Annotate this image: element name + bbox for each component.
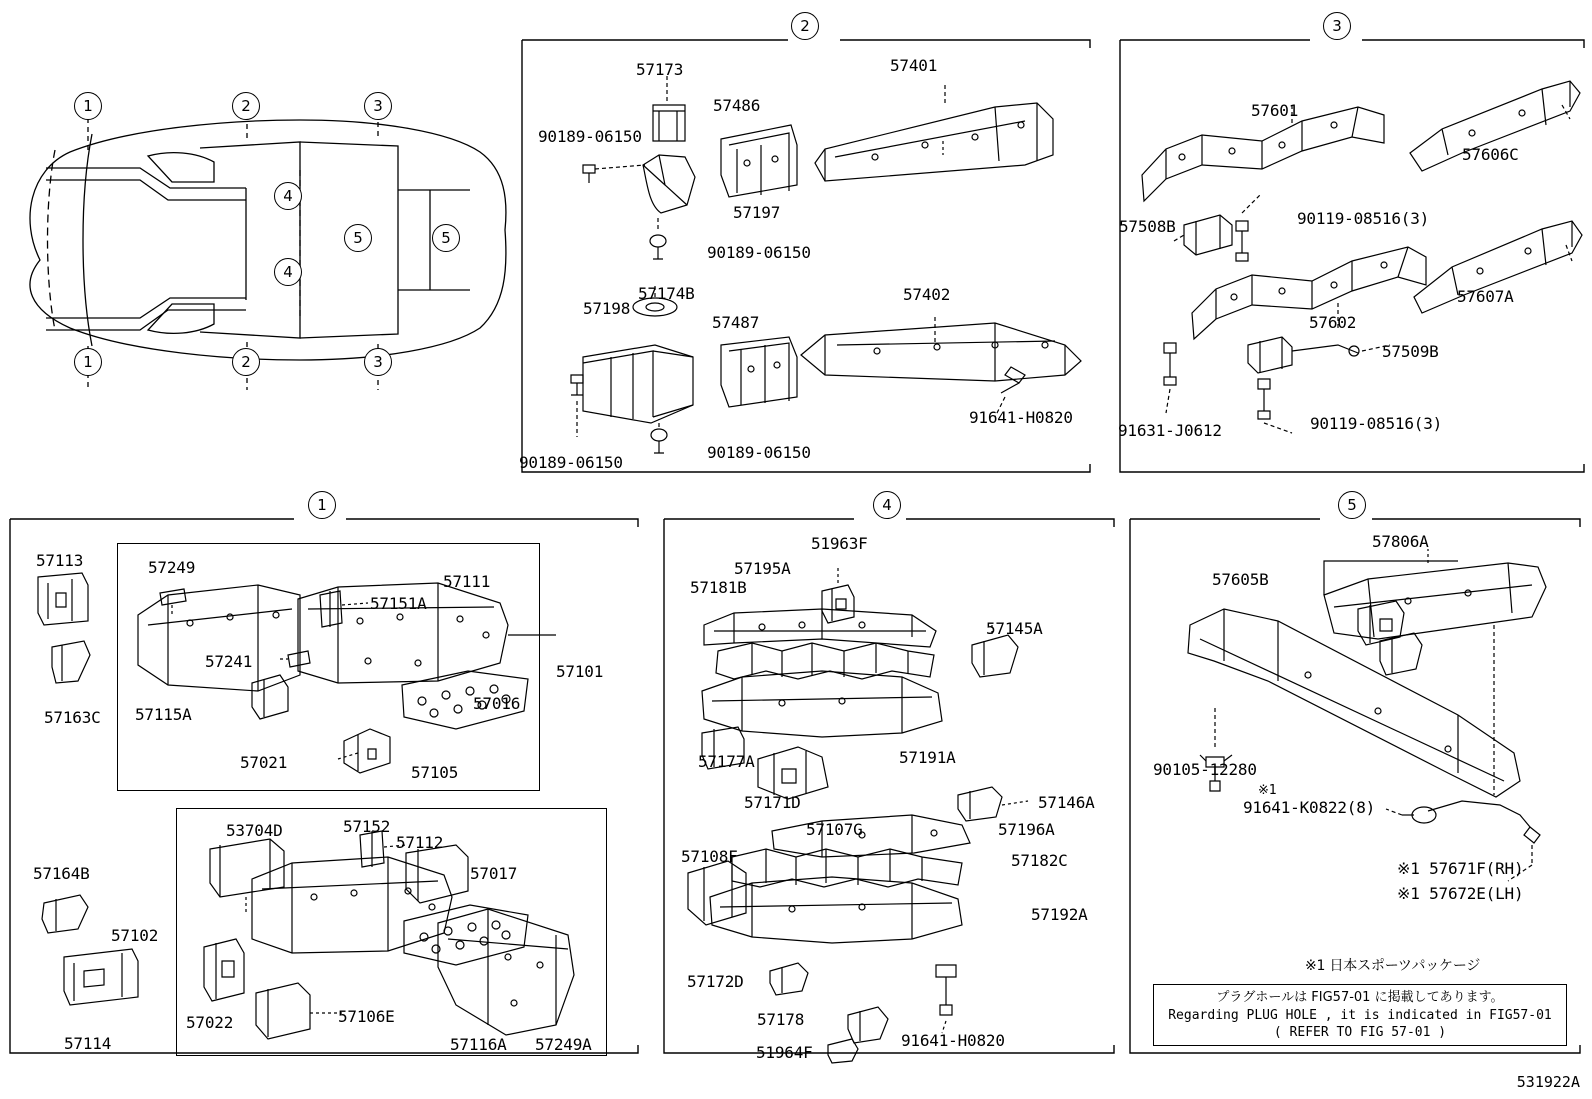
part-label-57605B: 57605B [1212, 570, 1269, 589]
part-label-57198: 57198 [583, 299, 631, 318]
part-label-57402: 57402 [903, 285, 951, 304]
section-number-text: 4 [882, 496, 892, 514]
part-label-57106E: 57106E [338, 1007, 395, 1026]
part-label-57249: 57249 [148, 558, 196, 577]
part-label-57401: 57401 [890, 56, 938, 75]
part-label-57115A: 57115A [135, 705, 192, 724]
part-label-90119-08516-b: 90119-08516(3) [1310, 414, 1443, 433]
callout-text: 4 [283, 187, 293, 205]
part-label-note-mark-1: ※1 [1258, 783, 1277, 798]
vehicle-callout-3-bottom [364, 348, 392, 376]
part-label-57114: 57114 [64, 1034, 112, 1053]
vehicle-callout-2-bottom [232, 348, 260, 376]
part-label-90189-06150-c: 90189-06150 [519, 453, 623, 472]
part-label-53704D: 53704D [226, 821, 283, 840]
vehicle-callout-1-bottom [74, 348, 102, 376]
callout-text: 4 [283, 263, 293, 281]
part-label-57102: 57102 [111, 926, 159, 945]
part-label-57509B: 57509B [1382, 342, 1439, 361]
part-label-57021: 57021 [240, 753, 288, 772]
part-label-57671F-RH: ※1 57671F(RH) [1397, 859, 1524, 878]
part-label-57107G: 57107G [806, 820, 863, 839]
part-label-57101: 57101 [556, 662, 604, 681]
part-label-57195A: 57195A [734, 559, 791, 578]
part-label-57486: 57486 [713, 96, 761, 115]
part-label-57606C: 57606C [1462, 145, 1519, 164]
section-number-text: 2 [800, 17, 810, 35]
section-3-parts-drawing [1122, 45, 1592, 475]
callout-text: 5 [353, 229, 363, 247]
part-label-57487: 57487 [712, 313, 760, 332]
part-label-51963F: 51963F [811, 534, 868, 553]
part-label-57191A: 57191A [899, 748, 956, 767]
part-label-57152: 57152 [343, 817, 391, 836]
callout-text: 5 [441, 229, 451, 247]
part-label-57017: 57017 [470, 864, 518, 883]
part-label-90189-06150-d: 90189-06150 [707, 443, 811, 462]
part-label-57174B: 57174B [638, 284, 695, 303]
diagram-id-code: 531922A [1516, 1073, 1580, 1091]
part-label-57178: 57178 [757, 1010, 805, 1029]
vehicle-callout-1-top [74, 92, 102, 120]
callout-text: 1 [83, 353, 93, 371]
vehicle-callout-4-lower [274, 258, 302, 286]
part-label-57164B: 57164B [33, 864, 90, 883]
part-label-91641-H0820-a: 91641-H0820 [969, 408, 1073, 427]
section-number-text: 1 [317, 496, 327, 514]
part-label-57163C: 57163C [44, 708, 101, 727]
part-label-57196A: 57196A [998, 820, 1055, 839]
section-number-text: 3 [1332, 17, 1342, 35]
part-label-57022: 57022 [186, 1013, 234, 1032]
plug-hole-note-jp: プラグホールは FIG57-01 に掲載してあります。 [1216, 990, 1504, 1005]
vehicle-callout-4-upper [274, 182, 302, 210]
part-label-57173: 57173 [636, 60, 684, 79]
part-label-57192A: 57192A [1031, 905, 1088, 924]
part-label-90189-06150-a: 90189-06150 [538, 127, 642, 146]
part-label-91641-K0822: 91641-K0822(8) [1243, 798, 1376, 817]
part-label-57508B: 57508B [1119, 217, 1176, 236]
part-label-57113: 57113 [36, 551, 84, 570]
part-label-57241: 57241 [205, 652, 253, 671]
note-jp-sports-package: ※1 日本スポーツパッケージ [1305, 958, 1481, 974]
part-label-57146A: 57146A [1038, 793, 1095, 812]
part-label-57108F: 57108F [681, 847, 738, 866]
part-label-57105: 57105 [411, 763, 459, 782]
part-label-57672E-LH: ※1 57672E(LH) [1397, 884, 1524, 903]
vehicle-callout-3-top [364, 92, 392, 120]
vehicle-callout-5-upper [344, 224, 372, 252]
part-label-57249A: 57249A [535, 1035, 592, 1054]
part-label-91641-H0820-b: 91641-H0820 [901, 1031, 1005, 1050]
section-number-2 [791, 12, 819, 40]
part-label-51964F: 51964F [756, 1043, 813, 1062]
plug-hole-note-ref: ( REFER TO FIG 57-01 ) [1273, 1025, 1447, 1041]
part-label-57607A: 57607A [1457, 287, 1514, 306]
vehicle-callout-2-top [232, 92, 260, 120]
callout-text: 2 [241, 353, 251, 371]
part-label-57151A: 57151A [370, 594, 427, 613]
part-label-90189-06150-b: 90189-06150 [707, 243, 811, 262]
vehicle-outline-drawing [0, 90, 520, 490]
part-label-57177A: 57177A [698, 752, 755, 771]
part-label-90119-08516-a: 90119-08516(3) [1297, 209, 1430, 228]
part-label-57172D: 57172D [687, 972, 744, 991]
part-label-57111: 57111 [443, 572, 491, 591]
section-number-text: 5 [1347, 496, 1357, 514]
callout-text: 3 [373, 353, 383, 371]
part-label-57112: 57112 [396, 833, 444, 852]
part-label-57016: 57016 [473, 694, 521, 713]
part-label-57116A: 57116A [450, 1035, 507, 1054]
part-label-57171D: 57171D [744, 793, 801, 812]
plug-hole-note-en: Regarding PLUG HOLE , it is indicated in FIG57-01 [1168, 1007, 1552, 1023]
part-label-57601: 57601 [1251, 101, 1299, 120]
part-label-57602: 57602 [1309, 313, 1357, 332]
section-number-3 [1323, 12, 1351, 40]
plug-hole-note-box [1153, 984, 1567, 1046]
vehicle-callout-5-lower [432, 224, 460, 252]
part-label-57197: 57197 [733, 203, 781, 222]
part-label-91631-J0612: 91631-J0612 [1118, 421, 1222, 440]
callout-text: 2 [241, 97, 251, 115]
callout-text: 3 [373, 97, 383, 115]
part-label-57182C: 57182C [1011, 851, 1068, 870]
part-label-57145A: 57145A [986, 619, 1043, 638]
part-label-57181B: 57181B [690, 578, 747, 597]
callout-text: 1 [83, 97, 93, 115]
section-5-parts-drawing [1128, 505, 1588, 1065]
part-label-90105-12280: 90105-12280 [1153, 760, 1257, 779]
section-1-parts-drawing [8, 505, 648, 1065]
part-label-57806A: 57806A [1372, 532, 1429, 551]
